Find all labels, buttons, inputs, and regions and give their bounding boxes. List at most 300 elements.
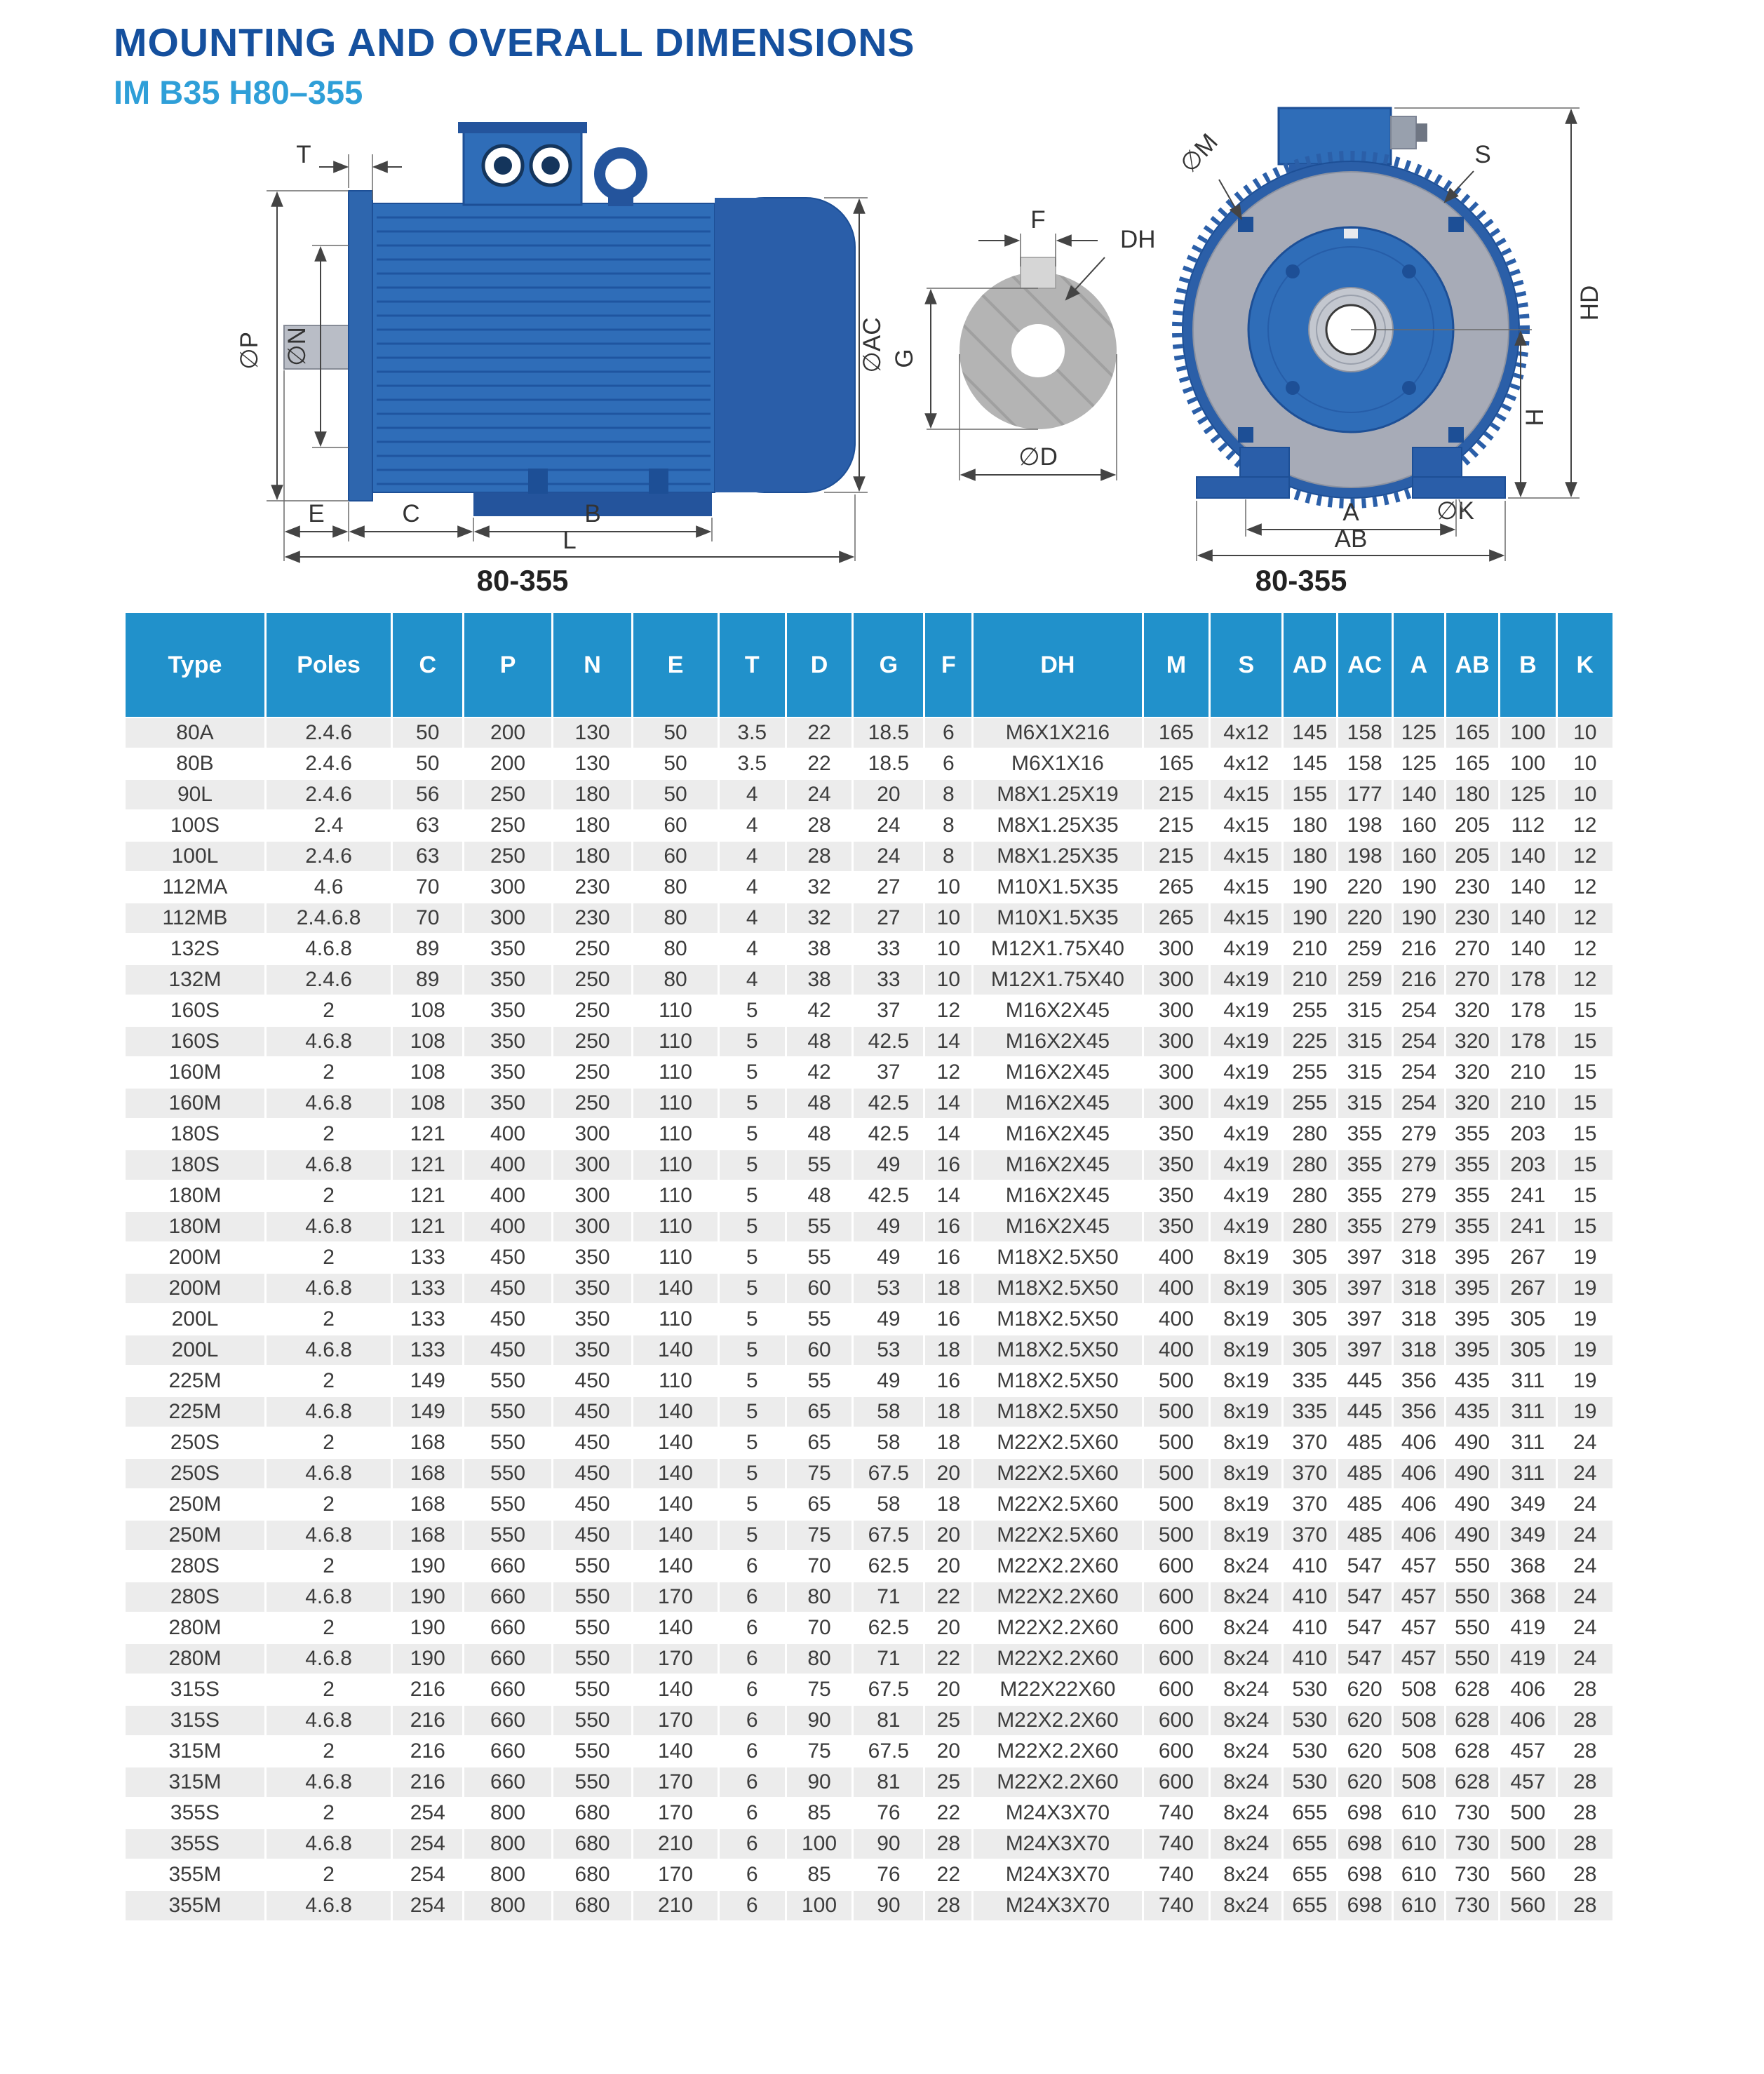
cell: 335	[1284, 1366, 1335, 1396]
cell: 435	[1446, 1397, 1498, 1427]
cell: 125	[1394, 718, 1444, 748]
table-row	[126, 903, 1612, 933]
cell: M18X2.5X50	[974, 1397, 1141, 1427]
cell: 216	[393, 1675, 462, 1704]
cell: 5	[720, 1366, 785, 1396]
cell: 350	[464, 996, 551, 1025]
cell: 8x24	[1211, 1551, 1281, 1581]
cell: 350	[1144, 1119, 1209, 1149]
cell: 190	[393, 1644, 462, 1674]
cell: 320	[1446, 996, 1498, 1025]
cell: 160	[1394, 842, 1444, 871]
cell: 14	[925, 1119, 971, 1149]
table-row	[126, 1335, 1612, 1365]
cell: 190	[1284, 873, 1335, 902]
cell: 6	[720, 1582, 785, 1612]
cell: 305	[1284, 1335, 1335, 1365]
cell: 8x19	[1211, 1335, 1281, 1365]
cell: 355	[1446, 1150, 1498, 1180]
cell: 350	[553, 1335, 631, 1365]
cell: 628	[1446, 1675, 1498, 1704]
cell: 320	[1446, 1027, 1498, 1056]
cell: 16	[925, 1243, 971, 1272]
cell: 19	[1558, 1274, 1612, 1303]
cell: 4x19	[1211, 996, 1281, 1025]
column-header-dh: DH	[974, 613, 1141, 717]
cell: 8x24	[1211, 1798, 1281, 1828]
cell: 121	[393, 1212, 462, 1241]
column-header-c: C	[393, 613, 462, 717]
cell: 500	[1144, 1366, 1209, 1396]
cell: 24	[1558, 1490, 1612, 1519]
cable-gland	[1391, 116, 1416, 149]
cell: 300	[1144, 1027, 1209, 1056]
cell: 305	[1284, 1243, 1335, 1272]
cell: 2	[267, 1551, 391, 1581]
cell: 2.4.6	[267, 749, 391, 779]
cell: 140	[633, 1737, 718, 1766]
cell: 18	[925, 1428, 971, 1457]
cell: 15	[1558, 1119, 1612, 1149]
dim-label-t: T	[296, 141, 311, 168]
page-title: MOUNTING AND OVERALL DIMENSIONS	[114, 20, 915, 65]
cell: 300	[464, 873, 551, 902]
cell: M22X2.5X60	[974, 1521, 1141, 1550]
cell: 5	[720, 1459, 785, 1488]
dim-label-g: G	[891, 349, 918, 368]
cell: 67.5	[854, 1459, 923, 1488]
table-row	[126, 1459, 1612, 1488]
table-row	[126, 811, 1612, 840]
cell: 28	[787, 811, 852, 840]
table-row	[126, 718, 1612, 748]
cell: 60	[787, 1335, 852, 1365]
cell: 24	[1558, 1428, 1612, 1457]
cell: 3.5	[720, 718, 785, 748]
cell: 406	[1394, 1490, 1444, 1519]
cell: 406	[1500, 1706, 1555, 1735]
column-header-k: K	[1558, 613, 1612, 717]
cell: 4	[720, 934, 785, 964]
table-row	[126, 1058, 1612, 1087]
cell: 140	[633, 1675, 718, 1704]
cell: 355	[1338, 1181, 1392, 1211]
foot-support-front	[528, 469, 548, 494]
cell: M10X1.5X35	[974, 873, 1141, 902]
cell: 8x19	[1211, 1366, 1281, 1396]
rear-endbell-joint	[715, 198, 764, 492]
cell: 2.4.6	[267, 718, 391, 748]
cell: 315S	[126, 1675, 264, 1704]
cell: M16X2X45	[974, 1181, 1141, 1211]
cell: 318	[1394, 1274, 1444, 1303]
cell: 4x15	[1211, 842, 1281, 871]
cell: 250	[464, 780, 551, 809]
shield-hole-bottom-right	[1402, 381, 1416, 395]
cell: 600	[1144, 1706, 1209, 1735]
cell: 600	[1144, 1551, 1209, 1581]
cell: 5	[720, 1305, 785, 1334]
cell: 28	[1558, 1767, 1612, 1797]
cell: 400	[464, 1212, 551, 1241]
dim-label-n: ∅N	[283, 327, 311, 366]
cell: 355	[1338, 1119, 1392, 1149]
cell: 300	[553, 1119, 631, 1149]
cell: 180	[553, 842, 631, 871]
cell: 178	[1500, 996, 1555, 1025]
cell: 350	[464, 1089, 551, 1118]
cell: 4	[720, 842, 785, 871]
cell: M22X2.2X60	[974, 1551, 1141, 1581]
cell: 168	[393, 1490, 462, 1519]
cell: 4x12	[1211, 718, 1281, 748]
cell: 550	[464, 1428, 551, 1457]
cell: 259	[1338, 934, 1392, 964]
cell: 50	[633, 780, 718, 809]
cell: 10	[925, 873, 971, 902]
cell: 445	[1338, 1366, 1392, 1396]
cell: 4x19	[1211, 1089, 1281, 1118]
cell: 2.4.6	[267, 842, 391, 871]
cell: 140	[633, 1335, 718, 1365]
cell: 16	[925, 1366, 971, 1396]
cell: 300	[1144, 934, 1209, 964]
flange-plate	[349, 191, 372, 501]
terminal-box-lid	[458, 122, 587, 133]
dim-label-b: B	[584, 500, 601, 527]
cell: 22	[925, 1860, 971, 1890]
cell: 75	[787, 1737, 852, 1766]
cell: 203	[1500, 1150, 1555, 1180]
cell: 5	[720, 1243, 785, 1272]
cell: 8x19	[1211, 1490, 1281, 1519]
cell: 350	[464, 1058, 551, 1087]
cell: 355M	[126, 1860, 264, 1890]
table-row	[126, 749, 1612, 779]
cell: 410	[1284, 1644, 1335, 1674]
cell: 63	[393, 811, 462, 840]
cell: 680	[553, 1798, 631, 1828]
cell: 349	[1500, 1521, 1555, 1550]
cell: 19	[1558, 1335, 1612, 1365]
cell: 450	[553, 1428, 631, 1457]
table-row	[126, 1428, 1612, 1457]
cell: 400	[1144, 1335, 1209, 1365]
cell: 76	[854, 1860, 923, 1890]
dim-label-hd: HD	[1576, 285, 1603, 321]
cell: 250	[464, 811, 551, 840]
cell: 178	[1500, 1027, 1555, 1056]
shield-hole-top-right	[1402, 264, 1416, 278]
cell: 8x24	[1211, 1644, 1281, 1674]
cell: 8x19	[1211, 1397, 1281, 1427]
cell: 655	[1284, 1829, 1335, 1859]
cell: 250	[464, 842, 551, 871]
column-header-ac: AC	[1338, 613, 1392, 717]
cell: 2	[267, 996, 391, 1025]
cell: 315	[1338, 1027, 1392, 1056]
cell: 180M	[126, 1181, 264, 1211]
cell: 450	[464, 1305, 551, 1334]
cell: 300	[553, 1150, 631, 1180]
foot-web-right	[1413, 447, 1462, 477]
dim-label-f: F	[1030, 206, 1046, 234]
cell: 4.6.8	[267, 934, 391, 964]
cell: 350	[553, 1243, 631, 1272]
cell: 15	[1558, 1027, 1612, 1056]
cell: 110	[633, 1181, 718, 1211]
cell: 67.5	[854, 1675, 923, 1704]
cell: 210	[1284, 965, 1335, 995]
column-header-a: A	[1394, 613, 1444, 717]
cell: 155	[1284, 780, 1335, 809]
cell: 4	[720, 903, 785, 933]
cell: 90	[787, 1706, 852, 1735]
cell: 279	[1394, 1212, 1444, 1241]
dim-label-p: ∅P	[236, 332, 263, 370]
cell: 216	[393, 1767, 462, 1797]
cell: 10	[1558, 780, 1612, 809]
cell: 457	[1394, 1582, 1444, 1612]
cell: 4x19	[1211, 934, 1281, 964]
cell: 280	[1284, 1119, 1335, 1149]
cell: 48	[787, 1027, 852, 1056]
cell: M12X1.75X40	[974, 934, 1141, 964]
cell: 280	[1284, 1212, 1335, 1241]
cell: 180	[1284, 811, 1335, 840]
cell: 5	[720, 1181, 785, 1211]
cell: 4x19	[1211, 1150, 1281, 1180]
cell: 610	[1394, 1860, 1444, 1890]
cell: 254	[1394, 1089, 1444, 1118]
cell: 180	[553, 811, 631, 840]
cell: 8x24	[1211, 1829, 1281, 1859]
cell: 20	[925, 1737, 971, 1766]
cell: 12	[1558, 903, 1612, 933]
cell: 450	[464, 1274, 551, 1303]
cell: 305	[1284, 1274, 1335, 1303]
cell: M12X1.75X40	[974, 965, 1141, 995]
cell: 4x15	[1211, 903, 1281, 933]
cell: 10	[925, 965, 971, 995]
cell: 254	[393, 1860, 462, 1890]
cell: 4.6.8	[267, 1706, 391, 1735]
cell: 6	[720, 1613, 785, 1643]
cell: 550	[464, 1521, 551, 1550]
cell: M22X2.5X60	[974, 1428, 1141, 1457]
cell: 305	[1284, 1305, 1335, 1334]
cell: 6	[720, 1551, 785, 1581]
cell: 49	[854, 1305, 923, 1334]
cell: 800	[464, 1829, 551, 1859]
cell: 655	[1284, 1891, 1335, 1920]
cell: 2	[267, 1181, 391, 1211]
cell: 90	[787, 1767, 852, 1797]
cell: 24	[1558, 1644, 1612, 1674]
cell: 547	[1338, 1644, 1392, 1674]
cell: M16X2X45	[974, 1119, 1141, 1149]
cell: 49	[854, 1212, 923, 1241]
table-row	[126, 965, 1612, 995]
cell: 655	[1284, 1798, 1335, 1828]
cell: 457	[1394, 1551, 1444, 1581]
cell: 160M	[126, 1058, 264, 1087]
front-view-caption: 80-355	[1255, 564, 1347, 597]
cell: 490	[1446, 1521, 1498, 1550]
cell: 740	[1144, 1860, 1209, 1890]
cell: 19	[1558, 1243, 1612, 1272]
dim-label-dh: DH	[1120, 226, 1156, 253]
cell: 620	[1338, 1675, 1392, 1704]
cell: 355	[1446, 1119, 1498, 1149]
cell: 56	[393, 780, 462, 809]
cell: 560	[1500, 1891, 1555, 1920]
eyebolt-stem	[608, 191, 633, 206]
cell: 32	[787, 873, 852, 902]
cell: 400	[464, 1181, 551, 1211]
cell: 800	[464, 1860, 551, 1890]
cell: 445	[1338, 1397, 1392, 1427]
cell: 5	[720, 1521, 785, 1550]
dim-label-l: L	[563, 527, 577, 554]
cell: 255	[1284, 1089, 1335, 1118]
table-row	[126, 780, 1612, 809]
cell: 198	[1338, 811, 1392, 840]
cell: 149	[393, 1397, 462, 1427]
cell: M18X2.5X50	[974, 1305, 1141, 1334]
cell: 4x19	[1211, 1119, 1281, 1149]
cell: 4x19	[1211, 1058, 1281, 1087]
cell: 315	[1338, 996, 1392, 1025]
cell: 170	[633, 1582, 718, 1612]
cell: 254	[393, 1891, 462, 1920]
cell: 600	[1144, 1675, 1209, 1704]
cell: 395	[1446, 1305, 1498, 1334]
cell: 42.5	[854, 1181, 923, 1211]
cell: 300	[1144, 1089, 1209, 1118]
cell: M18X2.5X50	[974, 1274, 1141, 1303]
page-subtitle: IM B35 H80–355	[114, 74, 363, 111]
cell: 165	[1446, 718, 1498, 748]
cell: 241	[1500, 1181, 1555, 1211]
cell: 100	[1500, 749, 1555, 779]
cell: 160M	[126, 1089, 264, 1118]
cell: 50	[633, 749, 718, 779]
dim-label-ab: AB	[1334, 525, 1368, 553]
cell: 350	[464, 934, 551, 964]
cell: 4x12	[1211, 749, 1281, 779]
motor-front-view-drawing	[1142, 98, 1620, 565]
cell: 500	[1500, 1798, 1555, 1828]
cell: 4	[720, 780, 785, 809]
cell: 200	[464, 749, 551, 779]
cell: 42	[787, 1058, 852, 1087]
cell: 5	[720, 1058, 785, 1087]
cell: 508	[1394, 1675, 1444, 1704]
cell: M8X1.25X19	[974, 780, 1141, 809]
cell: 2	[267, 1490, 391, 1519]
cell: 395	[1446, 1274, 1498, 1303]
cell: 24	[1558, 1459, 1612, 1488]
cell: 168	[393, 1428, 462, 1457]
cell: 4x15	[1211, 873, 1281, 902]
cell: 42.5	[854, 1089, 923, 1118]
cell: 4x15	[1211, 811, 1281, 840]
cell: 368	[1500, 1582, 1555, 1612]
cell: 395	[1446, 1335, 1498, 1365]
cell: 4.6.8	[267, 1521, 391, 1550]
cell: 550	[553, 1613, 631, 1643]
cell: 190	[393, 1613, 462, 1643]
cell: 90	[854, 1891, 923, 1920]
cell: 16	[925, 1212, 971, 1241]
cell: 215	[1144, 811, 1209, 840]
cell: 6	[925, 749, 971, 779]
cell: 550	[464, 1459, 551, 1488]
cell: 280M	[126, 1644, 264, 1674]
cell: 550	[1446, 1582, 1498, 1612]
dim-label-h: H	[1521, 408, 1549, 426]
cell: 550	[553, 1551, 631, 1581]
cell: 24	[1558, 1551, 1612, 1581]
cell: 280	[1284, 1150, 1335, 1180]
cell: 165	[1144, 718, 1209, 748]
column-header-e: E	[633, 613, 718, 717]
cell: 32	[787, 903, 852, 933]
cell: 80	[633, 903, 718, 933]
cell: 241	[1500, 1212, 1555, 1241]
cell: 180	[1284, 842, 1335, 871]
cell: 680	[553, 1891, 631, 1920]
cell: 12	[925, 996, 971, 1025]
finned-frame	[372, 203, 715, 492]
cell: 355	[1338, 1212, 1392, 1241]
cell: 38	[787, 965, 852, 995]
cell: 80	[787, 1644, 852, 1674]
cell: 180S	[126, 1150, 264, 1180]
cell: 620	[1338, 1706, 1392, 1735]
column-header-t: T	[720, 613, 785, 717]
cell: 305	[1500, 1305, 1555, 1334]
cell: 100	[1500, 718, 1555, 748]
table-row	[126, 1089, 1612, 1118]
cell: 530	[1284, 1737, 1335, 1766]
cell: 406	[1394, 1521, 1444, 1550]
cell: 220	[1338, 873, 1392, 902]
cell: 280S	[126, 1582, 264, 1612]
cell: 140	[1500, 934, 1555, 964]
column-header-type: Type	[126, 613, 264, 717]
cell: 8x24	[1211, 1767, 1281, 1797]
cell: 550	[553, 1644, 631, 1674]
column-header-ad: AD	[1284, 613, 1335, 717]
cell: 250M	[126, 1521, 264, 1550]
cell: 300	[1144, 965, 1209, 995]
cell: 279	[1394, 1150, 1444, 1180]
cell: 490	[1446, 1428, 1498, 1457]
cell: 28	[1558, 1798, 1612, 1828]
cell: 255	[1284, 996, 1335, 1025]
cell: 410	[1284, 1613, 1335, 1643]
cell: 140	[633, 1521, 718, 1550]
table-row	[126, 1582, 1612, 1612]
cell: 205	[1446, 811, 1498, 840]
table-row	[126, 1366, 1612, 1396]
cell: 48	[787, 1089, 852, 1118]
cell: 400	[1144, 1243, 1209, 1272]
cell: M24X3X70	[974, 1829, 1141, 1859]
cell: 2	[267, 1058, 391, 1087]
